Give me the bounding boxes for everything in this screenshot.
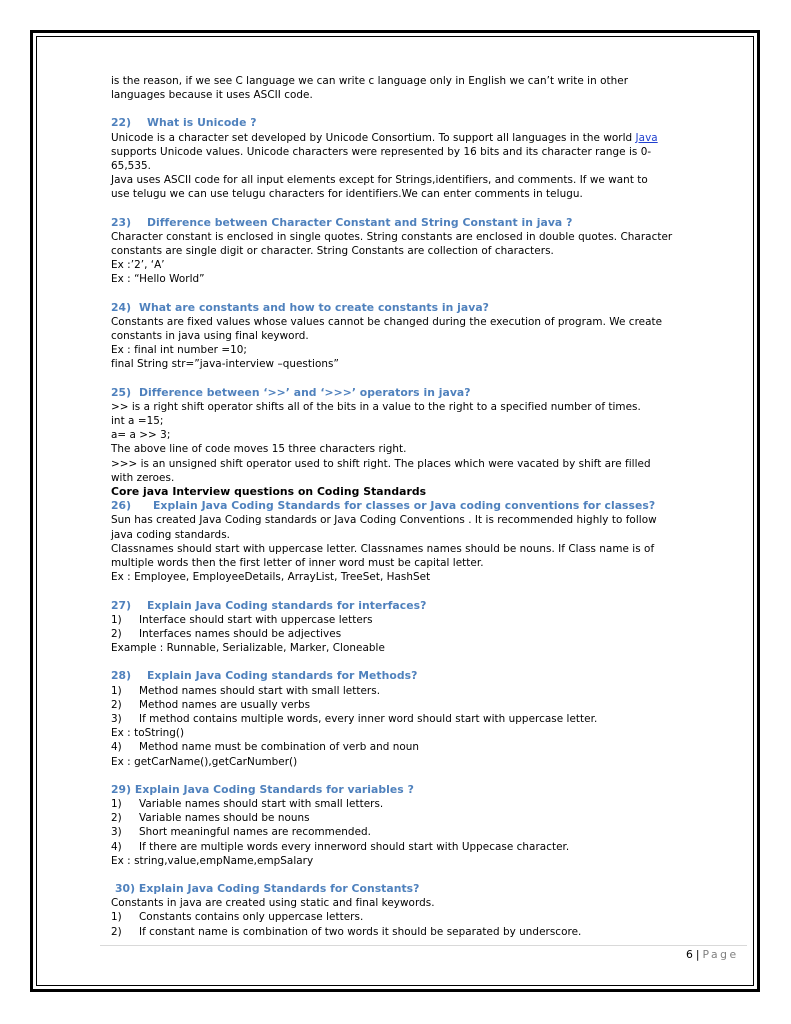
q23-line-4: Ex : “Hello World”	[111, 273, 205, 286]
q24-line-3: Ex : final int number =10;	[111, 344, 247, 357]
list-item-number: 2)	[111, 812, 122, 825]
question-24-number: 24)	[111, 300, 132, 314]
question-26-heading	[111, 499, 711, 513]
q25-line-2: int a =15;	[111, 415, 164, 428]
q28-example-2: Ex : getCarName(),getCarNumber()	[111, 755, 298, 768]
list-item-text: Variable names should start with small letters.	[139, 797, 384, 810]
list-item-number: 4)	[111, 741, 122, 754]
list-item-text: Constants contains only uppercase letters.	[139, 911, 364, 924]
list-item-number: 2)	[111, 627, 122, 640]
question-27-title: Explain Java Coding standards for interfaces?	[147, 598, 427, 612]
page-number: 6	[686, 948, 693, 961]
question-23-number: 23)	[111, 215, 132, 229]
q22-line-3: 65,535.	[111, 160, 152, 173]
q26-line-5: Ex : Employee, EmployeeDetails, ArrayList, TreeSet, HashSet	[111, 571, 431, 584]
question-22-title: What is Unicode ?	[147, 116, 257, 130]
list-item-number: 1)	[111, 911, 122, 924]
question-22-heading	[111, 116, 711, 130]
question-24-title: What are constants and how to create constants in java?	[139, 300, 489, 314]
list-item	[111, 740, 711, 754]
list-item	[111, 712, 711, 726]
q30-line-1: Constants in java are created using static and final keywords.	[111, 897, 435, 910]
list-item-text: Method names are usually verbs	[139, 698, 311, 711]
list-item-text: Method name must be combination of verb and noun	[139, 741, 420, 754]
q22-line-2: supports Unicode values. Unicode characters were represented by 16 bits and its character range is 0-	[111, 145, 652, 158]
question-26-title: Explain Java Coding Standards for classes or Java coding conventions for classes?	[153, 499, 656, 513]
q23-line-1: Character constant is enclosed in single quotes. String constants are enclosed in double quotes. Character	[111, 230, 673, 243]
list-item	[111, 925, 711, 939]
list-item-text: Short meaningful names are recommended.	[139, 826, 372, 839]
list-item-number: 1)	[111, 613, 122, 626]
list-item-number: 2)	[111, 698, 122, 711]
list-item	[111, 684, 711, 698]
list-item-number: 1)	[111, 797, 122, 810]
q22-line-4: Java uses ASCII code for all input elements except for Strings,identifiers, and comments. If we want to	[111, 174, 648, 187]
list-item-text: If there are multiple words every innerword should start with Uppecase character.	[139, 840, 570, 853]
q22-line-1	[111, 131, 711, 145]
list-item-number: 3)	[111, 712, 122, 725]
question-28-heading	[111, 669, 711, 683]
q26-line-2: java coding standards.	[111, 528, 231, 541]
list-item	[111, 627, 711, 641]
question-23-heading	[111, 216, 711, 230]
question-27-number: 27)	[111, 598, 132, 612]
q22-line-5: use telugu we can use telugu characters for identifiers.We can enter comments in telugu.	[111, 188, 583, 201]
question-27-heading	[111, 599, 711, 613]
q24-line-4: final String str=”java-interview –questions”	[111, 358, 339, 371]
question-28-title: Explain Java Coding standards for Methods?	[147, 669, 418, 683]
question-26-number: 26)	[111, 499, 132, 513]
q22-line-1-text: Unicode is a character set developed by Unicode Consortium. To support all languages in the world	[111, 131, 636, 144]
list-item-number: 2)	[111, 925, 122, 938]
java-link[interactable]: Java	[635, 131, 658, 144]
page-label: Page	[702, 948, 739, 961]
q29-example: Ex : string,value,empName,empSalary	[111, 854, 314, 867]
page-footer	[686, 948, 739, 962]
list-item-text: Variable names should be nouns	[139, 812, 310, 825]
intro-line-2: languages because it uses ASCII code.	[111, 89, 313, 102]
question-22-number: 22)	[111, 116, 132, 130]
question-25-heading	[111, 386, 711, 400]
list-item	[111, 811, 711, 825]
list-item-number: 1)	[111, 684, 122, 697]
q25-line-5: >>> is an unsigned shift operator used to shift right. The places which were vacated by shift are filled	[111, 457, 651, 470]
footer-divider	[100, 945, 747, 946]
list-item	[111, 840, 711, 854]
question-25-number: 25)	[111, 385, 132, 399]
document-body	[111, 74, 711, 939]
question-30-heading: 30) Explain Java Coding Standards for Constants?	[115, 881, 420, 895]
q23-line-2: constants are single digit or character. String Constants are collection of characters.	[111, 245, 554, 258]
question-25-title: Difference between ‘>>’ and ‘>>>’ operators in java?	[139, 385, 471, 399]
list-item	[111, 698, 711, 712]
question-24-heading	[111, 301, 711, 315]
q25-line-3: a= a >> 3;	[111, 429, 171, 442]
q25-line-1: >> is a right shift operator shifts all of the bits in a value to the right to a specified number of times.	[111, 400, 641, 413]
list-item-text: If method contains multiple words, every inner word should start with uppercase letter.	[139, 712, 598, 725]
list-item-number: 3)	[111, 826, 122, 839]
q25-line-6: with zeroes.	[111, 471, 175, 484]
q28-example-1: Ex : toString()	[111, 727, 185, 740]
list-item	[111, 910, 711, 924]
list-item-text: Method names should start with small letters.	[139, 684, 381, 697]
q23-line-3: Ex :’2’, ‘A’	[111, 259, 165, 272]
section-heading: Core java Interview questions on Coding Standards	[111, 485, 427, 499]
list-item	[111, 797, 711, 811]
footer-separator: |	[695, 948, 700, 961]
question-29-heading: 29) Explain Java Coding Standards for variables ?	[111, 782, 414, 796]
q25-line-4: The above line of code moves 15 three characters right.	[111, 443, 407, 456]
list-item	[111, 825, 711, 839]
intro-line-1: is the reason, if we see C language we can write c language only in English we can’t write in other	[111, 75, 629, 87]
list-item-number: 4)	[111, 840, 122, 853]
question-28-number: 28)	[111, 669, 132, 683]
list-item-text: Interface should start with uppercase letters	[139, 613, 373, 626]
q24-line-1: Constants are fixed values whose values cannot be changed during the execution of program. We create	[111, 315, 663, 328]
q24-line-2: constants in java using final keyword.	[111, 330, 309, 343]
q27-example: Example : Runnable, Serializable, Marker, Cloneable	[111, 642, 385, 655]
list-item	[111, 613, 711, 627]
q26-line-3: Classnames should start with uppercase letter. Classnames names should be nouns. If Class name is of	[111, 542, 655, 555]
q26-line-1: Sun has created Java Coding standards or Java Coding Conventions . It is recommended highly to follow	[111, 514, 657, 527]
question-23-title: Difference between Character Constant and String Constant in java ?	[147, 215, 573, 229]
list-item-text: If constant name is combination of two words it should be separated by underscore.	[139, 925, 582, 938]
list-item-text: Interfaces names should be adjectives	[139, 627, 342, 640]
q26-line-4: multiple words then the first letter of inner word must be capital letter.	[111, 557, 484, 570]
